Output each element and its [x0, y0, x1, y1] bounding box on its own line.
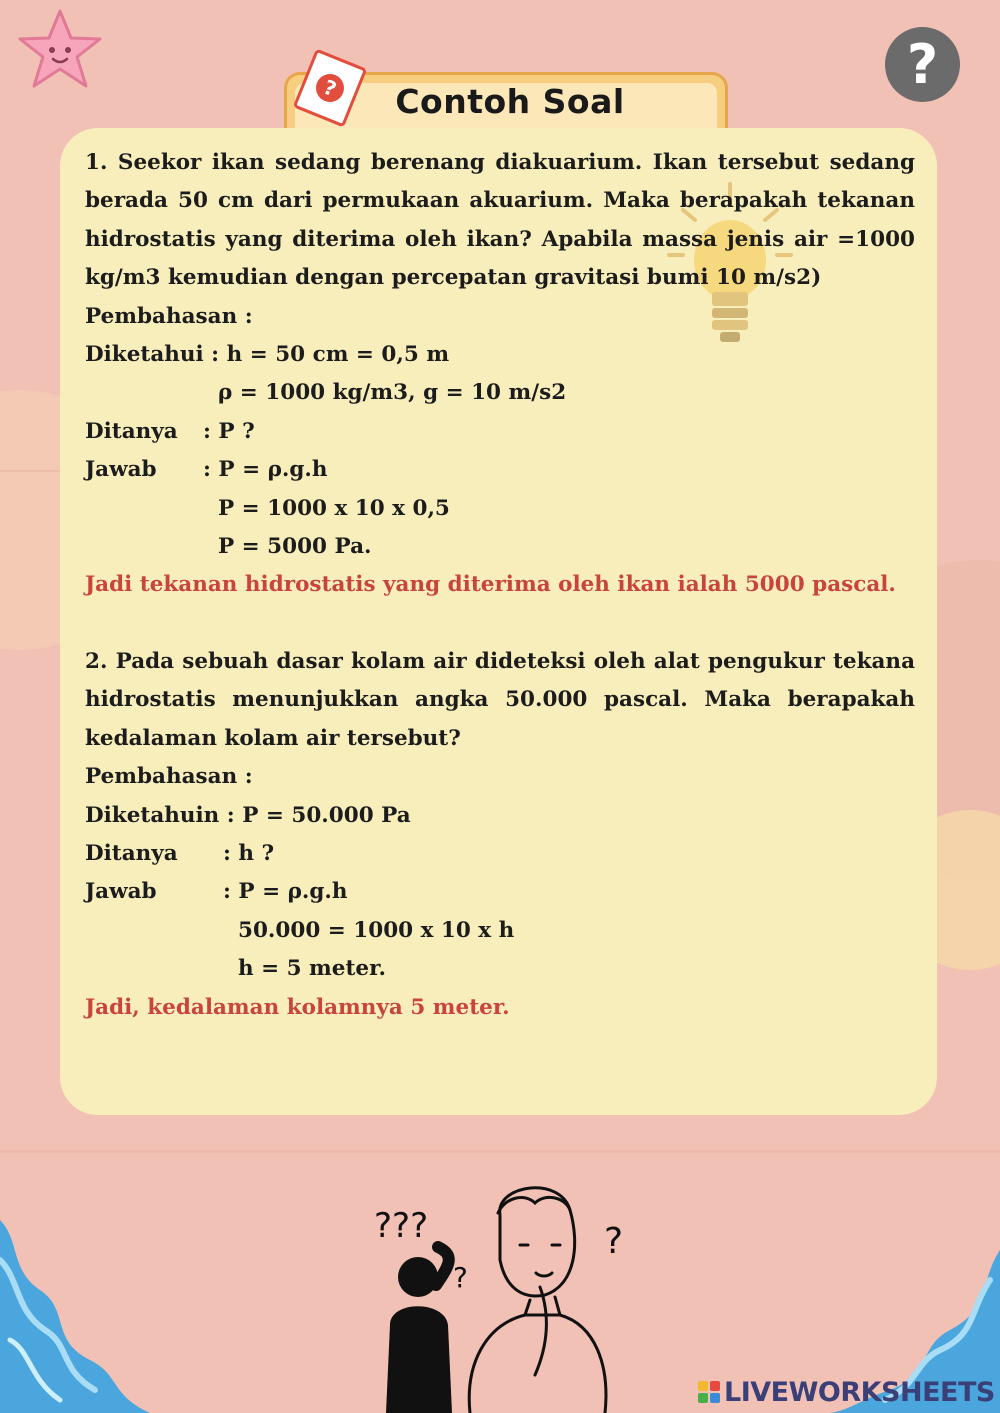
- problem2-diketahui: Diketahuin : P = 50.000 Pa: [85, 802, 411, 828]
- problem1-step: P = 1000 x 10 x 0,5: [218, 495, 450, 521]
- problem2-pembahasan: Pembahasan :: [85, 764, 253, 790]
- problem2-conclusion: Jadi, kedalaman kolamnya 5 meter.: [85, 994, 510, 1020]
- page-title: Contoh Soal: [395, 82, 625, 121]
- problem1-ditanya: [85, 413, 915, 451]
- ditanya-value: : P ?: [203, 418, 255, 444]
- problem1-diketahui: Diketahui : h = 50 cm = 0,5 m: [85, 341, 450, 367]
- problem1-jawab: [85, 451, 915, 489]
- problem1-step: P = 5000 Pa.: [218, 533, 372, 559]
- question-marks: ???: [374, 1206, 429, 1246]
- ditanya-label: Ditanya: [85, 418, 178, 444]
- problem2-question-line: kedalaman kolam air tersebut?: [85, 725, 461, 751]
- help-button[interactable]: ?: [885, 27, 960, 102]
- note-question-glyph: ?: [320, 74, 340, 102]
- problem2-question-line: hidrostatis menunjukkan angka 50.000 pascal. Maka berapakah: [85, 687, 915, 713]
- water-splash-left: [0, 1220, 150, 1413]
- question-note-icon: [290, 48, 370, 128]
- thinking-people-illustration: [360, 1175, 660, 1413]
- worksheet-text: [85, 144, 915, 1027]
- star-icon: [14, 6, 106, 94]
- problem1-question-line: hidrostatis yang diterima oleh ikan? Apabila massa jenis air =1000: [85, 226, 915, 252]
- problem1-conclusion: Jadi tekanan hidrostatis yang diterima oleh ikan ialah 5000 pascal.: [85, 572, 896, 598]
- problem2-jawab: [85, 873, 915, 911]
- logo-block: [710, 1393, 720, 1403]
- problem1-diketahui-2: ρ = 1000 kg/m3, g = 10 m/s2: [218, 380, 567, 406]
- logo-blocks-icon: [698, 1381, 720, 1403]
- problem2-step: 50.000 = 1000 x 10 x h: [238, 917, 515, 943]
- logo-block: [698, 1381, 708, 1391]
- problem1-question-line: kg/m3 kemudian dengan percepatan gravitasi bumi 10 m/s2): [85, 265, 822, 291]
- logo-block: [710, 1381, 720, 1391]
- ditanya-label: Ditanya: [85, 841, 178, 867]
- svg-text:?: ?: [604, 1221, 624, 1262]
- problem2-ditanya: [85, 835, 915, 873]
- problem1-question-line: berada 50 cm dari permukaan akuarium. Maka berapakah tekanan: [85, 188, 915, 214]
- problem1-pembahasan: Pembahasan :: [85, 303, 253, 329]
- problem2-question-line: 2. Pada sebuah dasar kolam air dideteksi oleh alat pengukur tekana: [85, 649, 915, 675]
- jawab-value: : P = ρ.g.h: [203, 457, 328, 483]
- logo-text: LIVEWORKSHEETS: [724, 1376, 995, 1408]
- problem1-question-line: 1. Seekor ikan sedang berenang diakuarium. Ikan tersebut sedang: [85, 150, 915, 175]
- ditanya-value: : h ?: [223, 841, 275, 867]
- svg-text:?: ?: [453, 1261, 468, 1294]
- liveworksheets-logo: [698, 1374, 995, 1410]
- jawab-label: Jawab: [85, 457, 157, 483]
- jawab-value: : P = ρ.g.h: [223, 879, 348, 905]
- logo-block: [698, 1393, 708, 1403]
- problem2-step: h = 5 meter.: [238, 956, 386, 982]
- jawab-label: Jawab: [85, 879, 157, 905]
